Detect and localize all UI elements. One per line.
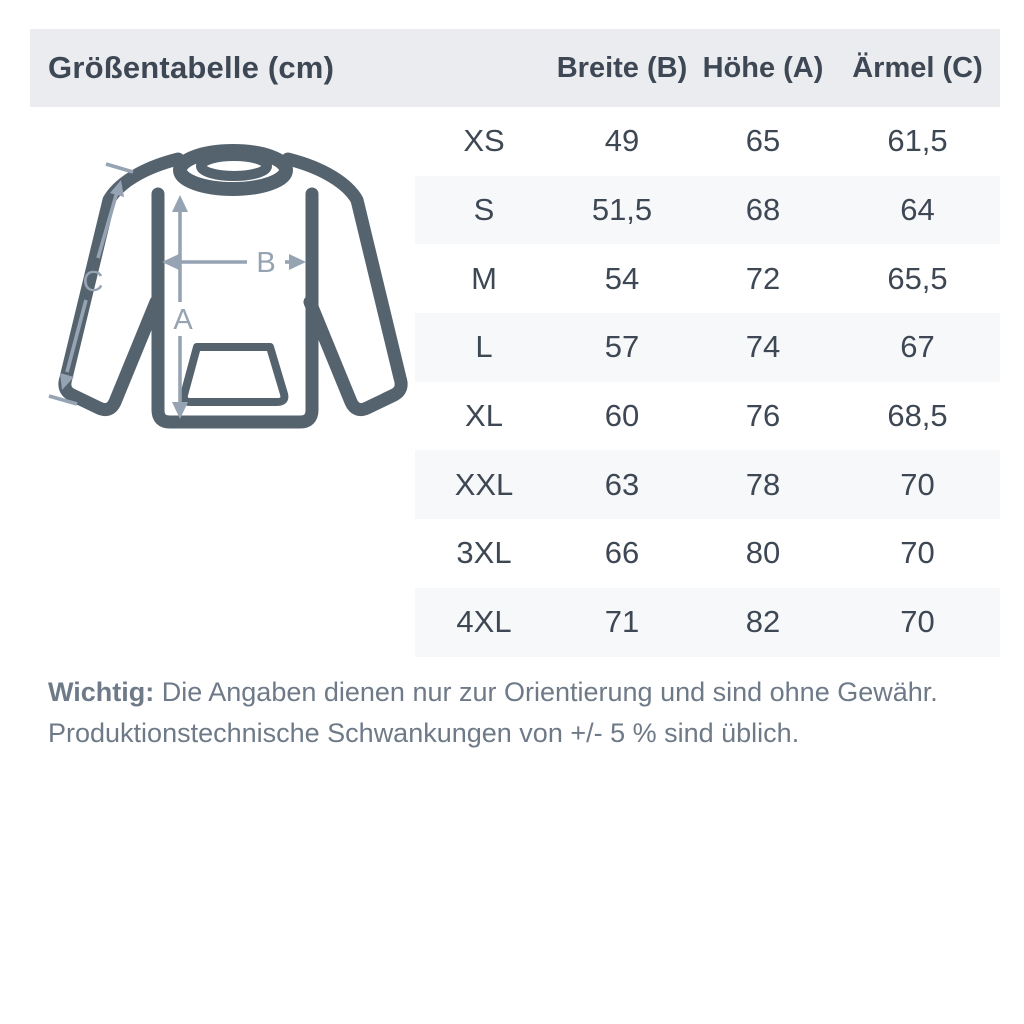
- aermel-cell: 67: [900, 329, 935, 365]
- breite-cell: 49: [604, 123, 640, 159]
- hoodie-pocket: [184, 347, 284, 402]
- breite-cell: 54: [604, 260, 640, 296]
- breite-cell: 57: [604, 329, 640, 365]
- size-cell: XL: [465, 398, 503, 434]
- dimension-label-a: A: [173, 304, 193, 336]
- table-row-3xl: [415, 519, 1000, 588]
- aermel-cell: 70: [900, 466, 935, 502]
- table-row-s: [415, 176, 1000, 245]
- aermel-cell: 61,5: [887, 123, 948, 159]
- table-row-xs: [415, 107, 1000, 176]
- size-cell: M: [471, 260, 497, 296]
- dimension-arrow-c: [49, 164, 133, 404]
- hoodie-hood-inner: [201, 156, 267, 176]
- hoehe-cell: 74: [745, 329, 781, 365]
- column-headers: [415, 29, 1000, 107]
- breite-cell: 63: [604, 466, 640, 502]
- aermel-cell: 64: [900, 192, 935, 228]
- disclaimer: [48, 672, 978, 754]
- hoehe-cell: 80: [745, 535, 781, 571]
- breite-cell: 51,5: [591, 192, 653, 228]
- disclaimer-text-1: Die Angaben dienen nur zur Orientierung und sind ohne Gewähr.: [154, 677, 938, 707]
- hoodie-measurement-diagram: [40, 125, 412, 455]
- aermel-cell: 70: [900, 604, 935, 640]
- dimension-arrow-b: [162, 247, 306, 279]
- hoehe-cell: 78: [745, 466, 781, 502]
- page-title: Größentabelle (cm): [48, 50, 335, 85]
- table-row-xl: [415, 382, 1000, 451]
- hoehe-cell: 82: [745, 604, 781, 640]
- breite-cell: 71: [604, 604, 640, 640]
- dimension-label-c: C: [82, 266, 104, 298]
- disclaimer-label: Wichtig:: [48, 677, 155, 707]
- hoodie-right-sleeve: [288, 159, 401, 410]
- hoehe-cell: 72: [745, 260, 781, 296]
- table-header-bar: [30, 29, 1000, 107]
- breite-cell: 60: [604, 398, 640, 434]
- hoehe-cell: 65: [745, 123, 781, 159]
- hoehe-cell: 76: [745, 398, 781, 434]
- hoehe-cell: 68: [745, 192, 781, 228]
- disclaimer-line-1: [48, 672, 978, 713]
- size-cell: XXL: [454, 466, 514, 502]
- size-cell: 3XL: [456, 535, 512, 571]
- aermel-cell: 68,5: [887, 398, 948, 434]
- aermel-cell: 65,5: [887, 260, 948, 296]
- table-row-l: [415, 313, 1000, 382]
- table-row-4xl: [415, 588, 1000, 657]
- column-header-aermel: Ärmel (C): [852, 51, 983, 84]
- size-table: [415, 107, 1000, 657]
- disclaimer-line-2: Produktionstechnische Schwankungen von +/- 5 % sind üblich.: [48, 718, 800, 748]
- size-cell: XS: [463, 123, 505, 159]
- column-header-size: [415, 29, 553, 107]
- aermel-cell: 70: [900, 535, 935, 571]
- size-cell: S: [473, 192, 495, 228]
- column-header-hoehe: Höhe (A): [702, 51, 824, 84]
- size-cell: L: [475, 329, 493, 365]
- dimension-label-b: B: [256, 247, 276, 279]
- breite-cell: 66: [604, 535, 640, 571]
- size-cell: 4XL: [456, 604, 512, 640]
- table-row-xxl: [415, 450, 1000, 519]
- column-header-breite: Breite (B): [556, 51, 688, 84]
- table-row-m: [415, 244, 1000, 313]
